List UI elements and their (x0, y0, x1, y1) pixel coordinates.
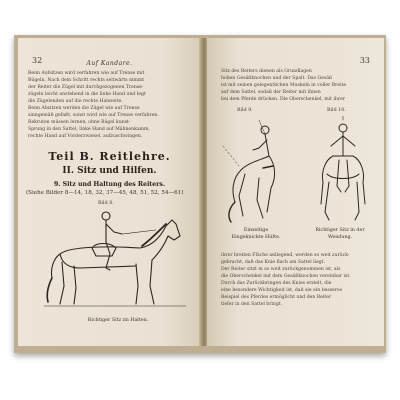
right-page (207, 38, 384, 346)
right-top-text (221, 68, 379, 103)
rider-turn-illustration (303, 116, 381, 224)
text-line: eine besondere Wichtigkeit ist, daß sie ein besseres (221, 288, 343, 293)
subsection-title: 9. Sitz und Haltung des Reiters. (53, 181, 165, 188)
text-line: hohen Gesäßknochen und der Spalt. Das Gesäß (221, 76, 333, 81)
text-line: tiefer in den Sattel bringt. (221, 302, 283, 307)
text-line: die Zügelenden auf die rechte Halsseite. (28, 99, 123, 104)
text-line: Beispiel des Pferdes ermöglicht und den Reiter (221, 295, 332, 300)
text-line: Sprung in den Sattel, linke Hand auf Mähnenkamm, (28, 127, 150, 132)
figure-9-label: Bild 9. (237, 108, 253, 113)
figure-8-label: Bild 8. (98, 201, 114, 206)
left-page (18, 38, 201, 346)
text-line: Durch das Zurückbringen des Knies erzielt, die (221, 281, 332, 286)
text-line: auf dem Sattel, sodaß der Reiter mit ihnen (221, 90, 321, 95)
figure-10-caption-line-1: Richtiger Sitz in der (315, 228, 365, 233)
text-line: Beim Aufsitzen wird verfahren wie auf Trense mit (28, 71, 145, 76)
part-title: Teil B. Reitlehre. (48, 150, 171, 163)
chapter-title: II. Sitz und Hilfen. (62, 166, 157, 176)
text-line: Der Reiter sitzt in so weit zurückgenommen ist, als (221, 267, 341, 272)
text-line: Beim Absitzen werden die Zügel wie auf Trense (28, 106, 140, 111)
left-page-number: 32 (32, 56, 43, 65)
rider-halted-illustration (40, 206, 190, 314)
text-line: die Oberschenkel mit dem Gesäßknochen vereinbar ist. (221, 274, 351, 279)
text-line: rechte Hand auf Vorderzwiesel, aufzuschwingen. (28, 134, 143, 139)
text-line: bei dem Pferde drücken. Die Oberschenkel, mit ihrer (221, 97, 346, 102)
figure-10-label: Bild 10. (327, 108, 346, 113)
text-line: ist mit seinen gelegentlichen Muskeln in voller Breite (221, 83, 347, 88)
figure-references: (Siehe Bilder 8—14, 18, 32, 37—45, 48, 51, 52, 54—61) (26, 190, 184, 196)
intro-text (28, 70, 196, 140)
figure-9-caption-line-1: Einseitige (243, 228, 269, 233)
text-line: ihrer breiten Fläche anliegend, werden so weit zurück- (221, 253, 350, 258)
text-line: der Reiter die Zügel mit durchgezogenen Trense- (28, 85, 144, 90)
right-page-number: 33 (359, 56, 370, 65)
figure-10-caption-line-2: Wendung. (327, 235, 353, 240)
text-line: sinngemäß gefaßt, sonst wird wie auf Trense verfahren. (28, 113, 159, 118)
text-line: Sitz des Reiters dienen als Grundlagen (221, 69, 312, 74)
section-heading: Auf Kandare. (86, 60, 133, 67)
figure-8-caption: Richtiger Sitz im Halten. (87, 318, 149, 323)
right-bottom-text (221, 252, 379, 308)
text-line: Rekruten müssen lernen, ohne Bügel kunst- (28, 120, 131, 125)
rider-hip-fault-illustration (219, 116, 299, 224)
text-line: gebracht, daß das Knie flach am Sattel liegt. (221, 260, 326, 265)
figure-9-caption-line-2: Eingeknickte Hüfte. (231, 235, 281, 240)
text-line: Bügeln. Nach dem Schritt rechts seitwärts nimmt (28, 78, 145, 83)
text-line: zügeln leicht anstehend in die linke Hand und legt (28, 92, 146, 97)
